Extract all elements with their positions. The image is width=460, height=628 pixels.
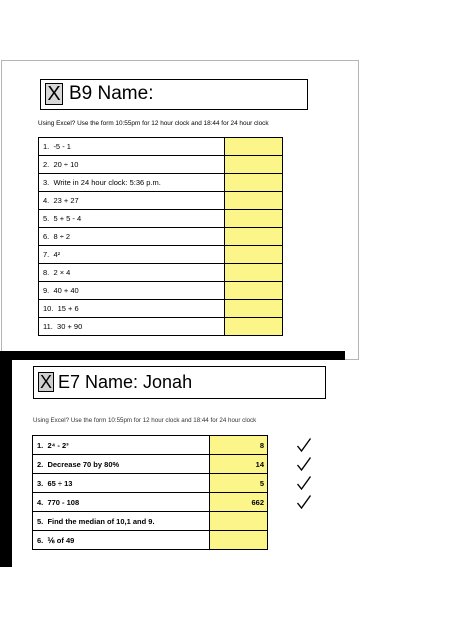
answer-cell (210, 512, 268, 531)
answer-cell (210, 531, 268, 550)
question-text (39, 228, 225, 246)
question-number: 4. (43, 196, 50, 205)
question-label: 2⁴ - 2³ (47, 440, 69, 450)
question-row (39, 264, 283, 282)
answer-cell (225, 264, 283, 282)
answer-cell (225, 210, 283, 228)
question-label: 5 + 5 - 4 (53, 214, 82, 223)
question-label: 4² (53, 250, 61, 259)
question-row (33, 474, 268, 493)
worksheet-b9-question-table (38, 137, 283, 336)
question-number: 10. (43, 304, 54, 313)
answer-cell: 14 (210, 455, 268, 474)
question-number: 5. (43, 214, 50, 223)
question-row (39, 318, 283, 336)
question-number: 3. (37, 478, 44, 488)
answer-cell: 8 (210, 436, 268, 455)
question-number: 2. (37, 459, 44, 469)
question-label: 30 + 90 (57, 322, 83, 331)
question-text (39, 318, 225, 336)
question-row (39, 174, 283, 192)
question-text (33, 474, 210, 493)
question-row (33, 455, 268, 474)
worksheet-e7-title: E7 Name: Jonah (58, 372, 193, 392)
question-row (39, 156, 283, 174)
worksheet-e7-header (33, 366, 326, 399)
question-number: 6. (43, 232, 50, 241)
question-row (39, 228, 283, 246)
answer-cell (225, 174, 283, 192)
question-number: 5. (37, 516, 44, 526)
question-label: 40 + 40 (53, 286, 79, 295)
question-text (39, 138, 225, 156)
answer-cell (225, 156, 283, 174)
worksheet-e7 (12, 360, 345, 567)
question-row (39, 282, 283, 300)
question-label: 770 - 108 (47, 497, 80, 507)
answer-cell: 5 (210, 474, 268, 493)
screenshot-frame (0, 351, 345, 567)
question-label: 2 × 4 (53, 268, 71, 277)
answer-cell (225, 192, 283, 210)
question-text (33, 493, 210, 512)
check-mark-icon (296, 475, 312, 491)
question-row (33, 436, 268, 455)
worksheet-b9-header (40, 79, 308, 110)
answer-cell (225, 282, 283, 300)
question-row (39, 210, 283, 228)
worksheet-b9-instructions: Using Excel? Use the form 10:55pm for 12 hour clock and 18:44 for 24 hour clock (38, 120, 269, 127)
question-row (39, 300, 283, 318)
question-number: 6. (37, 535, 44, 545)
question-text (39, 210, 225, 228)
answer-cell (225, 138, 283, 156)
question-label: 65 ÷ 13 (47, 478, 73, 488)
worksheet-b9-title: B9 Name: (69, 83, 154, 104)
question-text (39, 246, 225, 264)
question-text (33, 455, 210, 474)
question-text (33, 436, 210, 455)
answer-cell (225, 228, 283, 246)
worksheet-b9 (1, 60, 359, 360)
question-number: 7. (43, 250, 50, 259)
question-row (39, 246, 283, 264)
question-row (33, 493, 268, 512)
answer-cell (225, 300, 283, 318)
question-label: 8 ÷ 2 (53, 232, 71, 241)
question-number: 8. (43, 268, 50, 277)
question-label: Decrease 70 by 80% (47, 459, 120, 469)
question-text (39, 174, 225, 192)
question-label: Write in 24 hour clock: 5:36 p.m. (53, 178, 161, 187)
question-text (33, 531, 210, 550)
worksheet-b9-checkbox: X (45, 83, 63, 105)
question-text (39, 192, 225, 210)
check-mark-icon (296, 437, 312, 453)
answer-cell (225, 246, 283, 264)
check-mark-icon (296, 456, 312, 472)
question-label: 20 ÷ 10 (53, 160, 79, 169)
question-number: 11. (43, 322, 53, 331)
question-text (39, 300, 225, 318)
question-number: 1. (43, 142, 50, 151)
question-label: Find the median of 10,1 and 9. (47, 516, 155, 526)
question-number: 2. (43, 160, 50, 169)
answer-cell (225, 318, 283, 336)
worksheet-e7-instructions: Using Excel? Use the form 10:55pm for 12 hour clock and 18:44 for 24 hour clock (33, 417, 257, 424)
question-label: 15 + 6 (57, 304, 79, 313)
question-text (39, 264, 225, 282)
question-row (39, 192, 283, 210)
worksheet-e7-checkbox: X (39, 372, 52, 392)
check-mark-icon (296, 494, 312, 510)
question-number: 3. (43, 178, 50, 187)
question-text (39, 282, 225, 300)
question-text (39, 156, 225, 174)
question-number: 1. (37, 440, 44, 450)
question-label: -5 - 1 (53, 142, 71, 151)
answer-cell: 662 (210, 493, 268, 512)
question-text (33, 512, 210, 531)
question-label: 23 + 27 (53, 196, 79, 205)
question-number: 9. (43, 286, 50, 295)
question-label: ⅙ of 49 (47, 535, 75, 545)
worksheet-e7-question-table (32, 435, 268, 550)
question-row (39, 138, 283, 156)
question-row (33, 512, 268, 531)
question-number: 4. (37, 497, 44, 507)
question-row (33, 531, 268, 550)
